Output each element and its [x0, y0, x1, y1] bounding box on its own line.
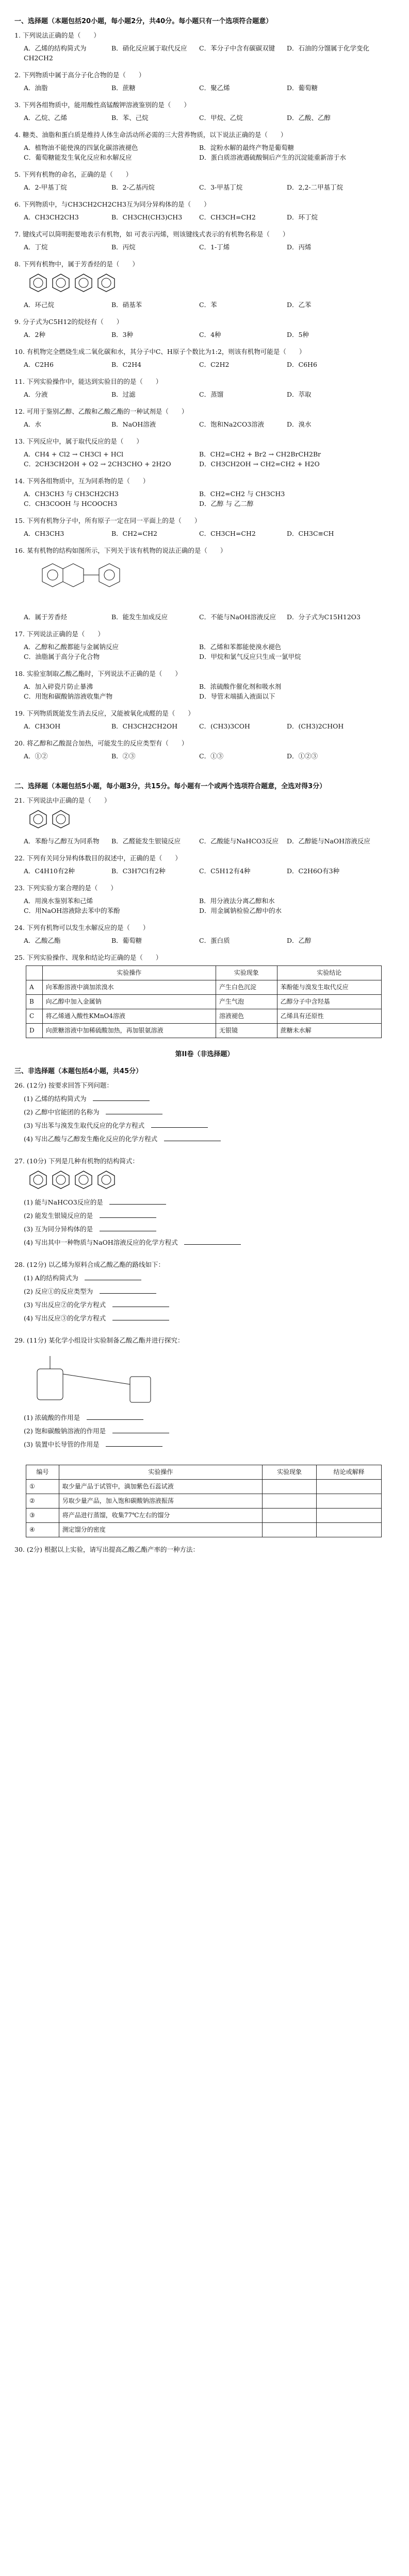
question-stem: 8. 下列有机物中，属于芳香烃的是（ ）	[14, 260, 139, 268]
option: B．淀粉水解的最终产物是葡萄糖	[199, 144, 295, 151]
answer-line: (1) 能与NaHCO3反应的是	[24, 1197, 395, 1207]
answer-line: (4) 写出乙酸与乙醇发生酯化反应的化学方程式	[24, 1133, 395, 1144]
answer-blank	[112, 1426, 169, 1433]
table-cell: 产生气泡	[216, 995, 277, 1009]
table-cell	[263, 1509, 317, 1523]
option: B．硝化反应属于取代反应	[111, 44, 187, 52]
option: A．C2H6	[24, 361, 54, 368]
option: A．CH3OH	[24, 722, 61, 730]
flavone-structure-icon	[27, 558, 161, 605]
option: D．萃取	[287, 391, 312, 398]
answer-blank	[100, 1210, 156, 1218]
option: B．浓硫酸作催化剂和吸水剂	[199, 683, 282, 690]
option: A．CH3CH2CH3	[24, 213, 79, 221]
table-cell	[263, 1494, 317, 1509]
table-cell: ①	[26, 1480, 59, 1494]
option-list	[24, 836, 395, 846]
question-stem: 17. 下列说法正确的是（ ）	[14, 630, 104, 638]
option: C．聚乙烯	[199, 84, 230, 92]
option: B．CH2=CH2	[111, 530, 157, 537]
option: D．①②③	[287, 752, 318, 760]
structure-figure	[27, 808, 395, 831]
answer-line: (2) 乙醇中官能团的名称为	[24, 1107, 395, 1117]
option-list	[24, 83, 395, 93]
question-stem: 1. 下列说法正确的是（ ）	[14, 31, 100, 39]
option-list	[24, 113, 395, 123]
part1-heading: 一、选择题（本题包括20小题，每小题2分，共40分。每小题只有一个选项符合题意）	[14, 18, 273, 25]
answer-line: (3) 互为同分异构体的是	[24, 1224, 395, 1234]
option: D．葡萄糖	[287, 84, 318, 92]
option: A．水	[24, 420, 42, 428]
benzene-ring-icon	[50, 808, 72, 829]
answer-line: (1) 浓硫酸的作用是	[24, 1412, 395, 1422]
option-list	[24, 43, 395, 63]
table-row	[26, 1494, 382, 1509]
option: D．C6H6	[287, 361, 317, 368]
option: A．属于芳香烃	[24, 613, 68, 621]
answer-blank	[100, 1286, 156, 1294]
option: A．苯酚与乙醇互为同系物	[24, 837, 100, 845]
answer-line: (2) 能发生银镜反应的是	[24, 1210, 395, 1221]
table-cell: 溶液褪色	[216, 1009, 277, 1024]
option: A．CH3CH3	[24, 530, 64, 537]
question-stem: 28. (12分) 以乙烯为原料合成乙酸乙酯的路线如下：	[14, 1261, 165, 1268]
table-cell: 向蔗糖溶液中加稀硫酸加热，再加银氨溶液	[42, 1024, 216, 1038]
table-row	[26, 1009, 382, 1024]
option: B．②③	[111, 752, 136, 760]
answer-blank	[184, 1237, 241, 1245]
question-stem: 4. 糖类、油脂和蛋白质是维持人体生命活动所必需的三大营养物质，以下说法正确的是（ ）	[14, 131, 287, 139]
table-cell	[317, 1523, 382, 1537]
option-list	[24, 866, 395, 876]
question-stem: 27. (10分) 下列是几种有机物的结构简式：	[14, 1157, 139, 1165]
table-cell: 产生白色沉淀	[216, 980, 277, 995]
option: A．环己烷	[24, 301, 55, 309]
question-stem: 29. (11分) 某化学小组设计实验制备乙酸乙酯并进行探究：	[14, 1336, 184, 1344]
option: D．丙烯	[287, 243, 312, 251]
option: B．CH3CH2CH2OH	[111, 722, 178, 730]
part2-table	[26, 965, 382, 1038]
option: C．用饱和碳酸钠溶液收集产物	[24, 692, 113, 700]
answer-blank	[106, 1107, 162, 1114]
answer-blank	[87, 1412, 143, 1420]
option: D．5种	[287, 331, 309, 338]
benzene-ring-icon	[95, 1169, 118, 1190]
option: D．乙醇	[287, 937, 312, 944]
option: A．2-甲基丁烷	[24, 183, 67, 191]
question-stem: 5. 下列有机物的命名，正确的是（ ）	[14, 171, 133, 178]
table-cell: C	[26, 1009, 43, 1024]
question-stem: 9. 分子式为C5H12的烷烃有（ ）	[14, 318, 123, 326]
option: C．饱和Na2CO3溶液	[199, 420, 265, 428]
part1-questions	[14, 30, 395, 761]
option: C．蛋白质	[199, 937, 230, 944]
option: B．蔗糖	[111, 84, 136, 92]
option: C．2CH3CH2OH + O2 → 2CH3CHO + 2H2O	[24, 460, 171, 468]
table-row	[26, 980, 382, 995]
question-stem: 15. 下列有机物分子中，所有原子一定在同一平面上的是（ ）	[14, 517, 201, 524]
option: B．乙醛能发生银镜反应	[111, 837, 181, 845]
option: A．乙烯的结构简式为CH2CH2	[24, 44, 87, 62]
spacer	[14, 1250, 395, 1260]
option: B．过滤	[111, 391, 136, 398]
structure-figure	[27, 1169, 395, 1192]
question-stem: 21. 下列说法中正确的是（ ）	[14, 796, 111, 804]
option: A．C4H10有2种	[24, 867, 75, 875]
option: C．4种	[199, 331, 221, 338]
option: D．导管末端插入液面以下	[199, 692, 275, 700]
structure-figure	[27, 272, 395, 295]
option-list	[24, 330, 395, 340]
table-row	[26, 1024, 382, 1038]
table-header: 实验结论	[277, 966, 381, 980]
answer-line: (1) A的结构简式为	[24, 1273, 395, 1283]
answer-line: (2) 饱和碳酸钠溶液的作用是	[24, 1426, 395, 1436]
part3-questions	[14, 1080, 395, 1462]
answer-line: (2) 反应①的反应类型为	[24, 1286, 395, 1296]
table-cell: 无银镜	[216, 1024, 277, 1038]
option: D．CH3C≡CH	[287, 530, 334, 537]
table-cell: ②	[26, 1494, 59, 1509]
answer-blank	[112, 1313, 169, 1320]
table-cell: 将产品进行蒸馏，收集77℃左右的馏分	[59, 1509, 262, 1523]
question-stem: 10. 有机物完全燃烧生成二氧化碳和水，其分子中C、H原子个数比为1:2，则该有机物可能是（ ）	[14, 348, 306, 355]
option: A．CH4 + Cl2 → CH3Cl + HCl	[24, 450, 124, 458]
answer-blank	[112, 1299, 169, 1307]
question-stem: 26. (12分) 按要求回答下列问题：	[14, 1081, 113, 1089]
option-list	[24, 721, 395, 731]
option: C．C2H2	[199, 361, 230, 368]
option: A．①②	[24, 752, 48, 760]
question-stem: 12. 可用于鉴别乙醇、乙酸和乙酸乙酯的一种试剂是（ ）	[14, 408, 188, 415]
option: C．苯	[199, 301, 217, 309]
option: B．C3H7Cl有2种	[111, 867, 166, 875]
answer-line: (3) 装置中长导管的作用是	[24, 1439, 395, 1449]
option: D．蛋白质溶液遇硫酸铜后产生的沉淀能重新溶于水	[199, 154, 347, 161]
option: D．分子式为C15H12O3	[287, 613, 361, 621]
option-list	[24, 212, 395, 222]
answer-blank	[151, 1120, 208, 1128]
final-question: 30. (2分) 根据以上实验，请写出提高乙酸乙酯产率的一种方法：	[14, 1546, 200, 1553]
part2-questions	[14, 795, 395, 962]
answer-line: (4) 写出反应③的化学方程式	[24, 1313, 395, 1323]
structure-figure	[27, 1348, 395, 1407]
option: D．2,2-二甲基丁烷	[287, 183, 343, 191]
table-cell	[263, 1523, 317, 1537]
option: D．用金属钠检验乙醇中的水	[199, 907, 282, 914]
answer-blank	[106, 1439, 162, 1447]
table-cell: ③	[26, 1509, 59, 1523]
option: A．油脂	[24, 84, 48, 92]
option: A．乙醇和乙酸都能与金属钠反应	[24, 643, 119, 651]
question-stem: 19. 下列物质既能发生消去反应，又能被氧化成醛的是（ ）	[14, 709, 194, 717]
option: D．C2H6O有3种	[287, 867, 340, 875]
question-stem: 24. 下列有机物可以发生水解反应的是（ ）	[14, 924, 150, 931]
exam-page	[14, 12, 395, 1557]
part3-table	[26, 1465, 382, 1537]
option: D．乙醇 与 乙二醇	[199, 500, 254, 507]
question-stem: 22. 下列有关同分异构体数目的叙述中，正确的是（ ）	[14, 854, 182, 862]
option: B．用分液法分离乙醇和水	[199, 897, 275, 905]
option: B．3种	[111, 331, 134, 338]
question-stem: 18. 实验室制取乙酸乙酯时，下列说法不正确的是（ ）	[14, 670, 182, 677]
table-row	[26, 1509, 382, 1523]
table-cell: 蔗糖未水解	[277, 1024, 381, 1038]
table-cell	[317, 1480, 382, 1494]
question-stem: 6. 下列物质中，与CH3CH2CH2CH3互为同分异构体的是（ ）	[14, 200, 210, 208]
benzene-ring-icon	[95, 272, 118, 293]
option-list	[24, 642, 395, 662]
option: D．甲烷和氯气反应只生成一氯甲烷	[199, 653, 301, 660]
table-cell: D	[26, 1024, 43, 1038]
option: A．CH3CH3 与 CH3CH2CH3	[24, 490, 119, 498]
benzene-ring-icon	[50, 272, 72, 293]
table-header: 实验现象	[263, 1465, 317, 1480]
option: C．苯分子中含有碳碳双键	[199, 44, 275, 52]
option-list	[24, 612, 395, 622]
table-cell: 另取少量产品，加入饱和碳酸钠溶液振荡	[59, 1494, 262, 1509]
option: D．乙酸、乙醇	[287, 114, 331, 122]
table-cell: 向苯酚溶液中滴加浓溴水	[42, 980, 216, 995]
option: D．(CH3)2CHOH	[287, 722, 344, 730]
option: A．植物油不能使溴的四氯化碳溶液褪色	[24, 144, 138, 151]
option: D．CH3CH2OH → CH2=CH2 + H2O	[199, 460, 320, 468]
answer-blank	[100, 1224, 156, 1231]
option: B．苯、己烷	[111, 114, 149, 122]
option: B．能发生加成反应	[111, 613, 168, 621]
option: C．CH3CH=CH2	[199, 530, 256, 537]
table-cell	[317, 1509, 382, 1523]
option-list	[24, 896, 395, 916]
option: B．C2H4	[111, 361, 142, 368]
answer-blank	[85, 1273, 141, 1280]
option-list	[24, 360, 395, 369]
option: C．蒸馏	[199, 391, 224, 398]
option: C．不能与NaOH溶液反应	[199, 613, 276, 621]
table-cell: A	[26, 980, 43, 995]
table-cell	[317, 1494, 382, 1509]
part2-heading: 二、选择题（本题包括5小题，每小题3分，共15分。每小题有一个或两个选项符合题意，全选对得3分）	[14, 783, 326, 790]
option-list	[24, 389, 395, 399]
table-header-row	[26, 1465, 382, 1480]
option-list	[24, 182, 395, 192]
answer-line: (4) 写出其中一种物质与NaOH溶液反应的化学方程式	[24, 1237, 395, 1247]
option: B．丙烷	[111, 243, 136, 251]
option-list	[24, 419, 395, 429]
table-header: 实验现象	[216, 966, 277, 980]
option-list	[24, 682, 395, 701]
option: D．乙醇能与NaOH溶液反应	[287, 837, 371, 845]
table-row	[26, 1480, 382, 1494]
table-cell: ④	[26, 1523, 59, 1537]
option: B．硝基苯	[111, 301, 142, 309]
table-cell	[263, 1480, 317, 1494]
table-header: 编号	[26, 1465, 59, 1480]
benzene-ring-icon	[27, 808, 50, 829]
structure-figure	[27, 558, 395, 607]
option: A．2种	[24, 331, 45, 338]
option: A．分液	[24, 391, 48, 398]
option-list	[24, 242, 395, 252]
option-list	[24, 143, 395, 162]
option: B．NaOH溶液	[111, 420, 156, 428]
option: C．甲烷、乙烷	[199, 114, 243, 122]
option: A．乙酸乙酯	[24, 937, 61, 944]
answer-blank	[93, 1093, 150, 1101]
option: C．CH3CH=CH2	[199, 213, 256, 221]
option-list	[24, 529, 395, 538]
table-cell: 乙烯具有还原性	[277, 1009, 381, 1024]
table-row	[26, 995, 382, 1009]
question-stem: 25. 下列实验操作、现象和结论均正确的是（ ）	[14, 954, 162, 961]
option: A．用溴水鉴别苯和己烯	[24, 897, 93, 905]
option: C．CH3COOH 与 HCOOCH3	[24, 500, 118, 507]
table-row	[26, 1523, 382, 1537]
table-cell: B	[26, 995, 43, 1009]
question-stem: 3. 下列各组物质中，能用酸性高锰酸钾溶液鉴别的是（ ）	[14, 101, 190, 109]
table-cell: 取少量产品于试管中，滴加紫色石蕊试液	[59, 1480, 262, 1494]
apparatus-icon	[27, 1348, 182, 1405]
option: C．C5H12有4种	[199, 867, 251, 875]
answer-line: (3) 写出苯与溴发生取代反应的化学方程式	[24, 1120, 395, 1130]
table-cell: 向乙醇中加入金属钠	[42, 995, 216, 1009]
option: C．乙酸能与NaHCO3反应	[199, 837, 279, 845]
answer-line: (3) 写出反应②的化学方程式	[24, 1299, 395, 1310]
option: D．石油的分馏属于化学变化	[287, 44, 370, 52]
question-stem: 14. 下列各组物质中，互为同系物的是（ ）	[14, 477, 150, 485]
table-header-row	[26, 966, 382, 980]
question-stem: 7. 键线式可以简明扼要地表示有机物，如 可表示丙烯，则该键线式表示的有机物名称是（ ）	[14, 230, 289, 238]
table-cell: 乙醇分子中含羟基	[277, 995, 381, 1009]
option: C．葡萄糖能发生氧化反应和水解反应	[24, 154, 132, 161]
part3-title: 第II卷（非选择题）	[175, 1050, 234, 1058]
table-header	[26, 966, 43, 980]
spacer	[14, 1147, 395, 1156]
option: D．乙苯	[287, 301, 312, 309]
option: A．乙烷、乙烯	[24, 114, 68, 122]
benzene-ring-icon	[50, 1169, 72, 1190]
table-cell: 将乙烯通入酸性KMnO4溶液	[42, 1009, 216, 1024]
benzene-ring-icon	[72, 1169, 95, 1190]
table-header: 结论或解释	[317, 1465, 382, 1480]
question-stem: 16. 某有机物的结构如图所示，下列关于该有机物的说法正确的是（ ）	[14, 547, 227, 554]
option: C．油脂属于高分子化合物	[24, 653, 100, 660]
table-header: 实验操作	[42, 966, 216, 980]
benzene-ring-icon	[72, 272, 95, 293]
option: C．3-甲基丁烷	[199, 183, 243, 191]
option: B．葡萄糖	[111, 937, 142, 944]
option: D．环丁烷	[287, 213, 318, 221]
question-stem: 13. 下列反应中，属于取代反应的是（ ）	[14, 437, 143, 445]
answer-line: (1) 乙烯的结构简式为	[24, 1093, 395, 1104]
option: B．CH2=CH2 + Br2 → CH2BrCH2Br	[199, 450, 321, 458]
benzene-ring-icon	[27, 272, 50, 293]
option: A．加入碎瓷片防止暴沸	[24, 683, 93, 690]
benzene-ring-icon	[27, 1169, 50, 1190]
option-list	[24, 449, 395, 469]
part3-heading: 三、非选择题（本题包括4小题，共45分）	[14, 1067, 143, 1075]
table-cell: 苯酚能与溴发生取代反应	[277, 980, 381, 995]
spacer	[14, 1452, 395, 1462]
answer-blank	[109, 1197, 166, 1205]
option: D．溴水	[287, 420, 312, 428]
option-list	[24, 936, 395, 945]
question-stem: 11. 下列实验操作中，能达到实验目的的是（ ）	[14, 378, 162, 385]
answer-blank	[164, 1133, 221, 1141]
option: A．丁烷	[24, 243, 48, 251]
question-stem: 20. 将乙醇和乙酸混合加热，可能发生的反应类型有（ ）	[14, 739, 188, 747]
option: C．(CH3)3COH	[199, 722, 250, 730]
spacer	[14, 1326, 395, 1335]
question-stem: 23. 下列实验方案合理的是（ ）	[14, 884, 117, 892]
table-header: 实验操作	[59, 1465, 262, 1480]
option: B．CH2=CH2 与 CH3CH3	[199, 490, 285, 498]
table-cell: 测定馏分的密度	[59, 1523, 262, 1537]
question-stem: 2. 下列物质中属于高分子化合物的是（ ）	[14, 71, 145, 79]
option: C．用NaOH溶液除去苯中的苯酚	[24, 907, 120, 914]
option: B．2-乙基丙烷	[111, 183, 155, 191]
option: C．①③	[199, 752, 224, 760]
option: C．1-丁烯	[199, 243, 230, 251]
option-list	[24, 300, 395, 310]
option: B．乙烯和苯都能使溴水褪色	[199, 643, 282, 651]
option-list	[24, 489, 395, 509]
option: B．CH3CH(CH3)CH3	[111, 213, 183, 221]
option-list	[24, 751, 395, 761]
